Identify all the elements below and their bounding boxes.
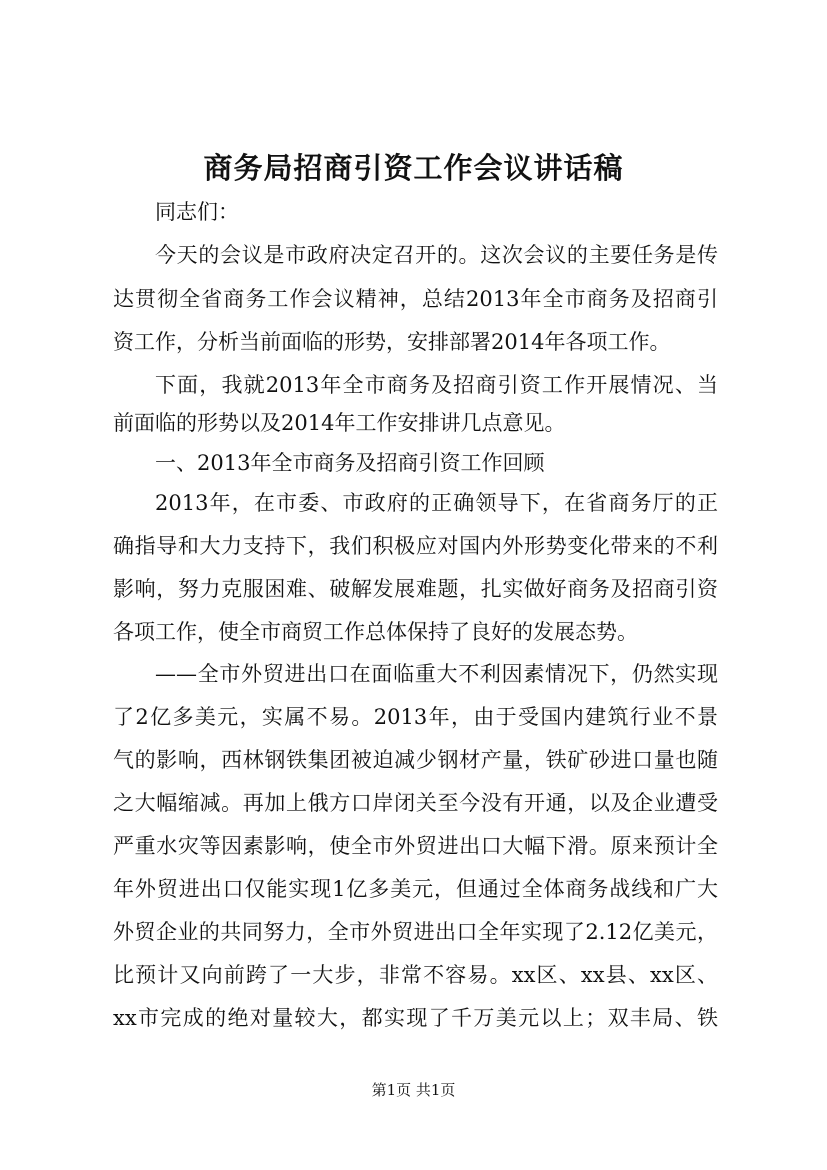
body-line: 比预计又向前跨了一大步，非常不容易。xx区、xx县、xx区、	[113, 963, 718, 987]
body-line: 达贯彻全省商务工作会议精神，总结2013年全市商务及招商引	[113, 287, 718, 311]
section-heading: 一、2013年全市商务及招商引资工作回顾	[155, 451, 545, 475]
body-line: 气的影响，西林钢铁集团被迫减少钢材产量，铁矿砂进口量也随	[113, 748, 718, 772]
body-line: 外贸企业的共同努力，全市外贸进出口全年实现了2.12亿美元，	[113, 920, 718, 944]
body-line: 下面，我就2013年全市商务及招商引资工作开展情况、当	[155, 373, 718, 397]
body-line: 2013年，在市委、市政府的正确领导下，在省商务厅的正	[155, 491, 718, 515]
body-line: xx市完成的绝对量较大，都实现了千万美元以上；双丰局、铁	[113, 1006, 718, 1030]
body-line: 了2亿多美元，实属不易。2013年，由于受国内建筑行业不景	[113, 705, 718, 729]
body-line: 确指导和大力支持下，我们积极应对国内外形势变化带来的不利	[113, 534, 718, 558]
body-line: 影响，努力克服困难、破解发展难题，扎实做好商务及招商引资	[113, 577, 718, 601]
body-line: 严重水灾等因素影响，使全市外贸进出口大幅下滑。原来预计全	[113, 834, 718, 858]
body-line: ——全市外贸进出口在面临重大不利因素情况下，仍然实现	[155, 662, 718, 686]
document-title: 商务局招商引资工作会议讲话稿	[203, 151, 624, 185]
body-line: 各项工作，使全市商贸工作总体保持了良好的发展态势。	[113, 620, 638, 644]
body-line: 之大幅缩减。再加上俄方口岸闭关至今没有开通，以及企业遭受	[113, 791, 718, 815]
page-footer: 第1页 共1页	[371, 1081, 456, 1099]
body-line: 前面临的形势以及2014年工作安排讲几点意见。	[113, 411, 566, 435]
body-line: 资工作，分析当前面临的形势，安排部署2014年各项工作。	[113, 330, 671, 354]
salutation-line: 同志们：	[155, 200, 239, 224]
body-line: 年外贸进出口仅能实现1亿多美元，但通过全体商务战线和广大	[113, 877, 718, 901]
body-line: 今天的会议是市政府决定召开的。这次会议的主要任务是传	[155, 243, 718, 267]
